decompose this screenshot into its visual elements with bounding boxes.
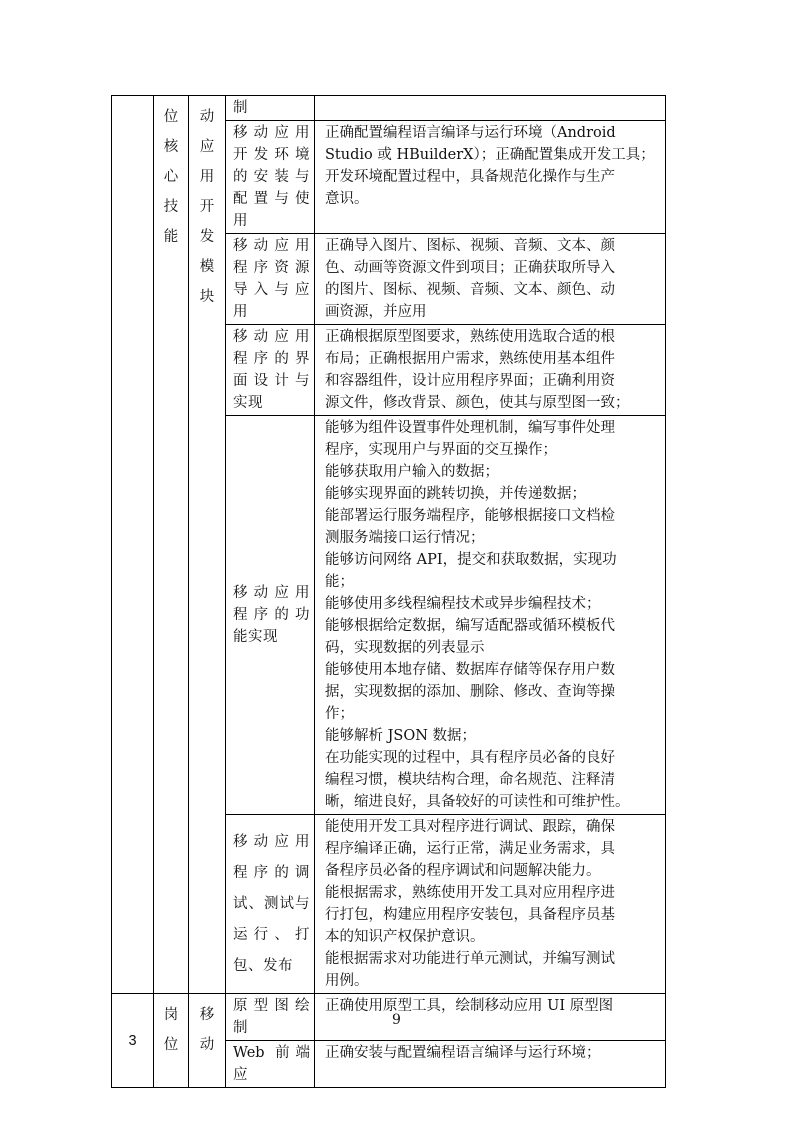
topic-line: 制	[233, 100, 248, 116]
module-cell-char: 用	[199, 169, 215, 185]
section-number-cell: 3	[112, 994, 154, 1088]
topic-line: 用	[233, 304, 248, 320]
category-cell-char: 岗	[163, 1007, 179, 1023]
category-cell-char: 核	[163, 139, 179, 155]
requirement-line: 正确根据原型图要求，熟练使用选取合适的根	[325, 329, 615, 345]
requirement-line: 色、动画等资源文件到项目；正确获取所导入	[325, 260, 615, 276]
requirement-line: 编程习惯，模块结构合理，命名规范、注释清	[325, 772, 615, 788]
topic-line: 的安装与	[233, 169, 310, 185]
topic-line: 能实现	[233, 629, 278, 645]
requirement-cell	[315, 416, 666, 815]
topic-line: 面设计与	[233, 373, 310, 389]
topic-line: 原型图绘	[233, 998, 310, 1014]
module-cell	[189, 994, 226, 1088]
requirement-line: 画资源，并应用	[325, 304, 427, 320]
requirement-line: 的图片、图标、视频、音频、文本、颜色、动	[325, 282, 615, 298]
requirement-line: 程序编译正确，运行正常，满足业务需求，具	[325, 841, 615, 857]
module-cell	[189, 96, 226, 994]
requirement-line: 在功能实现的过程中，具有程序员必备的良好	[325, 750, 615, 766]
topic-cell	[226, 416, 315, 815]
topic-cell	[226, 325, 315, 416]
requirement-line: 测服务端接口运行情况；	[325, 530, 485, 546]
requirement-cell	[315, 325, 666, 416]
requirement-cell	[315, 121, 666, 234]
requirement-line: 能够访问网络 API，提交和获取数据，实现功	[325, 552, 617, 568]
module-cell-char: 发	[199, 229, 215, 245]
topic-line: 运行、打	[233, 926, 310, 943]
topic-cell	[226, 234, 315, 325]
topic-line: 实现	[233, 395, 263, 411]
requirement-line: 能部署运行服务端程序，能够根据接口文档检	[325, 508, 615, 524]
requirement-line: 用例。	[325, 973, 369, 989]
requirement-cell	[315, 96, 666, 121]
topic-line: 移动应用	[233, 585, 310, 601]
category-cell-char: 位	[163, 109, 179, 125]
requirement-line: 源文件，修改背景、颜色，使其与原型图一致；	[325, 395, 630, 411]
topic-line: 用	[233, 213, 248, 229]
curriculum-table	[111, 95, 666, 1088]
requirement-line: 能够解析 JSON 数据；	[325, 728, 477, 744]
module-cell-char: 移	[199, 1007, 215, 1023]
requirement-line: 程序，实现用户与界面的交互操作；	[325, 442, 557, 458]
requirement-line: 备程序员必备的程序调试和问题解决能力。	[325, 863, 601, 879]
topic-line: 程序的界	[233, 351, 310, 367]
requirement-line: 码，实现数据的列表显示	[325, 640, 485, 656]
requirement-line: 据，实现数据的添加、删除、修改、查询等操	[325, 684, 615, 700]
topic-cell	[226, 815, 315, 994]
module-cell-char: 模	[199, 259, 215, 275]
category-cell-char: 位	[163, 1037, 179, 1053]
requirement-line: 意识。	[325, 191, 369, 207]
requirement-cell	[315, 234, 666, 325]
table-row	[112, 96, 666, 121]
requirement-line: 能根据需求对功能进行单元测试，并编写测试	[325, 951, 615, 967]
requirement-line: 开发环境配置过程中，具备规范化操作与生产	[325, 169, 615, 185]
category-cell	[154, 96, 189, 994]
requirement-line: 能够使用本地存储、数据库存储等保存用户数	[325, 662, 615, 678]
requirement-line: Studio 或 HBuilderX）；正确配置集成开发工具；	[325, 147, 655, 163]
topic-line: 导入与应	[233, 282, 310, 298]
requirement-line: 布局；正确根据用户需求，熟练使用基本组件	[325, 351, 615, 367]
topic-cell	[226, 96, 315, 121]
topic-line: 配置与使	[233, 191, 310, 207]
requirement-line: 能够使用多线程编程技术或异步编程技术；	[325, 596, 601, 612]
category-cell-char: 技	[163, 199, 179, 215]
topic-line: 开发环境	[233, 147, 310, 163]
requirement-line: 正确导入图片、图标、视频、音频、文本、颜	[325, 238, 615, 254]
topic-line: 移动应用	[233, 329, 310, 345]
requirement-line: 作；	[325, 706, 354, 722]
requirement-line: 正确使用原型工具，绘制移动应用 UI 原型图	[325, 998, 614, 1014]
requirement-line: 能够获取用户输入的数据；	[325, 464, 499, 480]
topic-line: 程序的功	[233, 607, 310, 623]
module-cell-char: 动	[199, 1037, 215, 1053]
requirement-line: 能够实现界面的跳转切换，并传递数据；	[325, 486, 586, 502]
topic-line: 包、发布	[233, 957, 293, 974]
topic-line: 移动应用	[233, 238, 310, 254]
requirement-line: 能够为组件设置事件处理机制，编写事件处理	[325, 420, 615, 436]
module-cell-char: 块	[199, 289, 215, 305]
topic-line: 制	[233, 1020, 248, 1036]
topic-line: Web 前端应	[233, 1045, 310, 1083]
requirement-line: 能；	[325, 574, 354, 590]
module-cell-char: 应	[199, 139, 215, 155]
requirement-line: 正确安装与配置编程语言编译与运行环境；	[325, 1045, 601, 1061]
page-number: 9	[392, 1012, 401, 1028]
requirement-line: 能使用开发工具对程序进行调试、跟踪，确保	[325, 819, 615, 835]
requirement-line: 晰，缩进良好，具备较好的可读性和可维护性。	[325, 794, 630, 810]
topic-line: 程序资源	[233, 260, 310, 276]
topic-line: 程序的调	[233, 864, 310, 881]
topic-cell	[226, 121, 315, 234]
requirement-line: 和容器组件，设计应用程序界面；正确利用资	[325, 373, 615, 389]
requirement-line: 本的知识产权保护意识。	[325, 929, 485, 945]
requirement-line: 能根据需求，熟练使用开发工具对应用程序进	[325, 885, 615, 901]
category-cell-char: 心	[163, 169, 179, 185]
module-cell-char: 开	[199, 199, 215, 215]
topic-line: 移动应用	[233, 833, 310, 850]
section-number-cell	[112, 96, 154, 994]
requirement-line: 行打包，构建应用程序安装包，具备程序员基	[325, 907, 615, 923]
module-cell-char: 动	[199, 109, 215, 125]
category-cell	[154, 994, 189, 1088]
requirement-cell	[315, 815, 666, 994]
topic-cell	[226, 1041, 315, 1088]
requirement-line: 正确配置编程语言编译与运行环境（Android	[325, 125, 616, 141]
requirement-cell	[315, 1041, 666, 1088]
requirement-line: 能够根据给定数据，编写适配器或循环模板代	[325, 618, 615, 634]
topic-line: 试、测试与	[233, 895, 310, 912]
category-cell-char: 能	[163, 229, 179, 245]
topic-line: 移动应用	[233, 125, 310, 141]
